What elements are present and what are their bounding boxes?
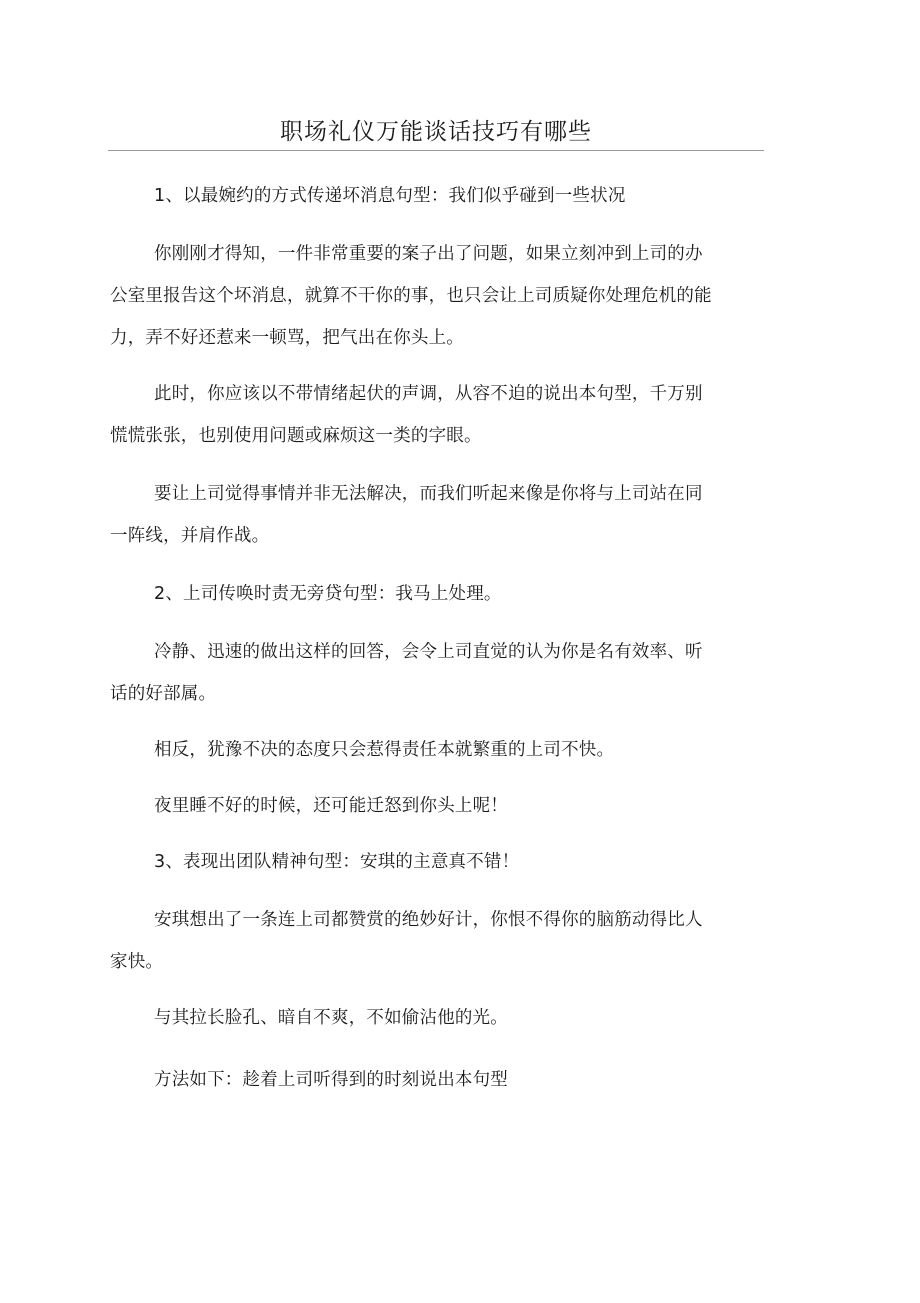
heading-1: 1、以最婉约的方式传递坏消息句型：我们似乎碰到一些状况: [154, 186, 626, 206]
paragraph-line: 安琪想出了一条连上司都赞赏的绝妙好计，你恨不得你的脑筋动得比人: [154, 910, 703, 930]
paragraph-line: 慌慌张张，也别使用问题或麻烦这一类的字眼。: [110, 426, 482, 446]
paragraph-line: 相反，犹豫不决的态度只会惹得责任本就繁重的上司不快。: [154, 740, 615, 760]
document-title: 职场礼仪万能谈话技巧有哪些: [280, 119, 592, 145]
paragraph-line: 一阵线，并肩作战。: [110, 526, 270, 546]
paragraph-line: 家快。: [110, 952, 164, 972]
paragraph-line: 夜里睡不好的时候，还可能迁怒到你头上呢！: [154, 796, 508, 816]
heading-2: 2、上司传唤时责无旁贷句型：我马上处理。: [154, 584, 502, 604]
paragraph-line: 与其拉长脸孔、暗自不爽，不如偷沾他的光。: [154, 1008, 508, 1028]
paragraph-line: 方法如下：趁着上司听得到的时刻说出本句型: [154, 1070, 508, 1090]
title-underline: [108, 150, 764, 151]
paragraph-line: 你刚刚才得知，一件非常重要的案子出了问题，如果立刻冲到上司的办: [154, 244, 703, 264]
paragraph-line: 此时，你应该以不带情绪起伏的声调，从容不迫的说出本句型，千万别: [154, 384, 703, 404]
paragraph-line: 力，弄不好还惹来一顿骂，把气出在你头上。: [110, 328, 464, 348]
paragraph-line: 冷静、迅速的做出这样的回答，会令上司直觉的认为你是名有效率、听: [154, 642, 703, 662]
paragraph-line: 公室里报告这个坏消息，就算不干你的事，也只会让上司质疑你处理危机的能: [110, 286, 712, 306]
paragraph-line: 话的好部属。: [110, 684, 217, 704]
paragraph-line: 要让上司觉得事情并非无法解决，而我们听起来像是你将与上司站在同: [154, 484, 703, 504]
heading-3: 3、表现出团队精神句型：安琪的主意真不错！: [154, 852, 520, 872]
